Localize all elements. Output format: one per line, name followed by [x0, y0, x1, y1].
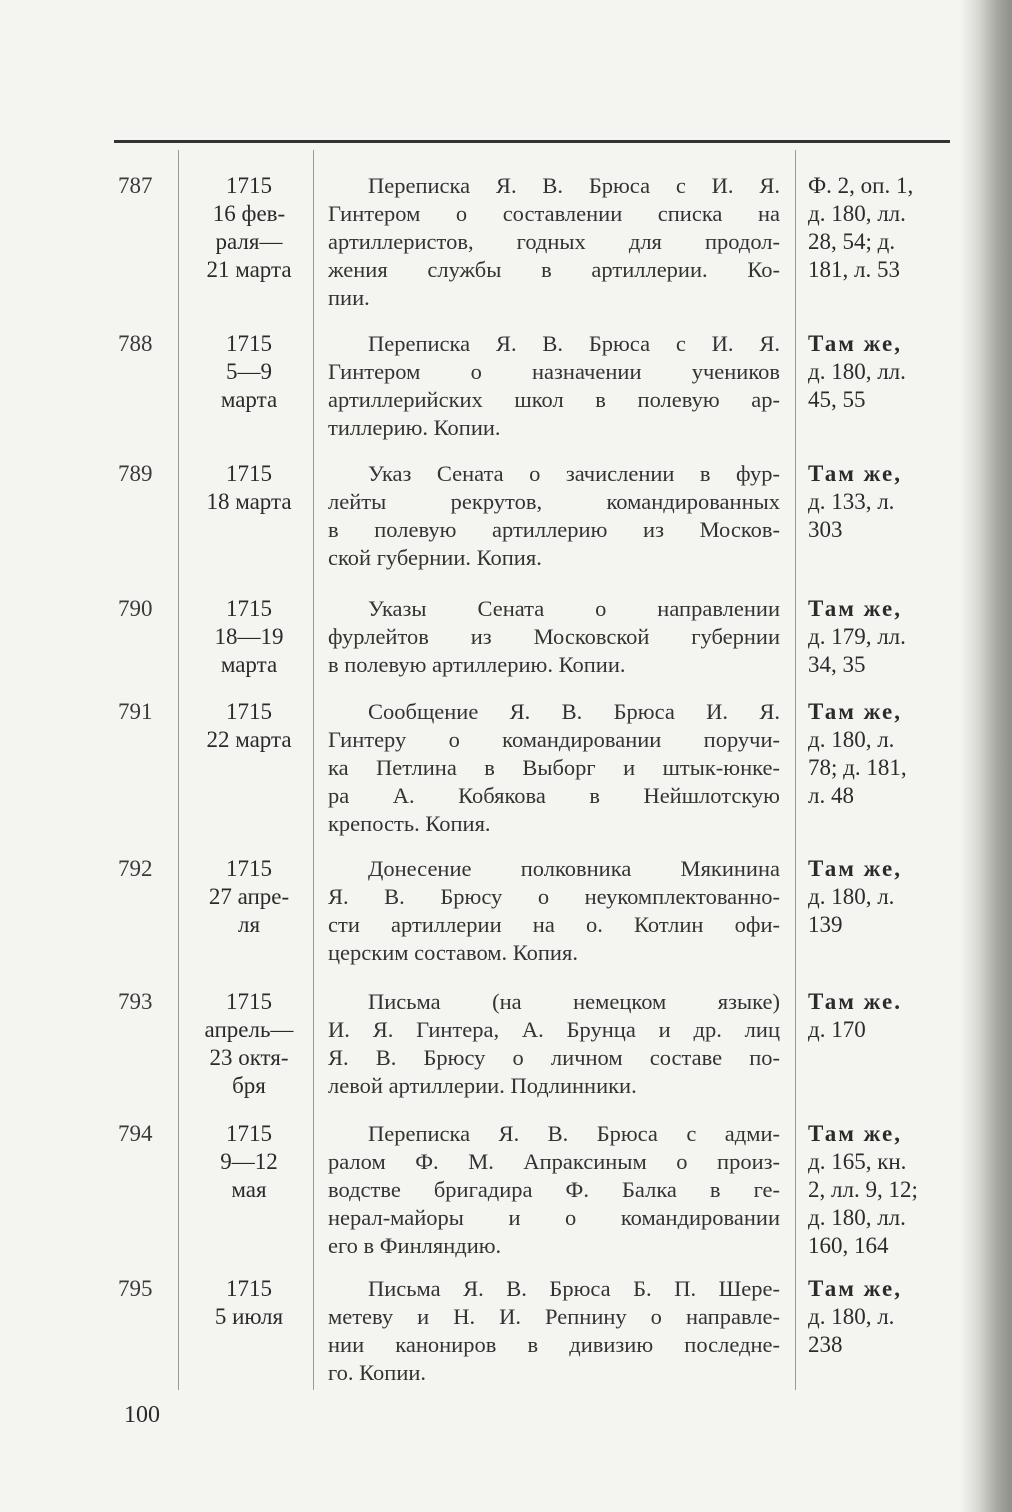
entry-archive-reference-line: 181, л. 53 — [808, 257, 900, 282]
entry-description-line: в полевую артиллерию. Копии. — [328, 652, 626, 677]
entry-date-line: 9—12 — [220, 1149, 278, 1174]
entry-archive-reference-line: 28, 54; д. — [808, 229, 896, 254]
column-divider-3 — [795, 150, 796, 1390]
entry-date-line: 1715 — [226, 461, 272, 486]
entry-date-line: 16 фев- — [212, 201, 286, 226]
entry-archive-reference-line: л. 48 — [808, 783, 854, 808]
entry-archive-reference-line: д. 133, л. — [808, 489, 895, 514]
entry-description-line: крепость. Копия. — [328, 811, 491, 836]
entry-archive-reference-line: Ф. 2, оп. 1, — [808, 173, 914, 198]
entry-number: 790 — [118, 596, 153, 621]
entry-description-line: ралом Ф. М. Апраксиным о произ- — [328, 1149, 780, 1174]
entry-date — [190, 698, 308, 754]
entry-number: 788 — [118, 331, 153, 356]
entry-description-line: нерал-майоры и о командировании — [328, 1205, 780, 1230]
entry-archive-reference-line: Там же, — [808, 856, 903, 881]
entry-description-line: Гинтеру о командировании поручи- — [328, 727, 780, 752]
entry-description-line: артиллерийских школ в полевую ар- — [328, 387, 780, 412]
entry-archive-reference-line: 303 — [808, 517, 843, 542]
entry-description-line: его в Финляндию. — [328, 1233, 502, 1258]
entry-description-line: Переписка Я. В. Брюса с И. Я. — [368, 331, 780, 356]
entry-description-line: го. Копии. — [328, 1360, 427, 1385]
entry-number: 791 — [118, 699, 153, 724]
entry-number: 787 — [118, 173, 153, 198]
entry-archive-reference-line: д. 180, л. — [808, 884, 895, 909]
entry-archive-reference — [808, 172, 958, 284]
entry-date-line: 18—19 — [214, 624, 284, 649]
entry-description-line: лейты рекрутов, командированных — [328, 489, 780, 514]
entry-date-line: марта — [220, 652, 278, 677]
header-rule — [114, 140, 950, 143]
entry-archive-reference — [808, 460, 958, 544]
entry-archive-reference-line: 2, лл. 9, 12; — [808, 1177, 918, 1202]
entry-date-line: 5 июля — [214, 1304, 284, 1329]
entry-description — [328, 330, 780, 442]
entry-archive-reference-line: д. 179, лл. — [808, 624, 906, 649]
entry-archive-reference-line: д. 165, кн. — [808, 1149, 907, 1174]
entry-description-line: сти артиллерии на о. Котлин офи- — [328, 912, 780, 937]
entry-number: 789 — [118, 461, 153, 486]
entry-description-line: Переписка Я. В. Брюса с И. Я. — [368, 173, 780, 198]
entry-description-line: церским составом. Копия. — [328, 940, 578, 965]
entry-archive-reference-line: д. 180, лл. — [808, 201, 906, 226]
entry-description-line: Я. В. Брюсу о личном составе по- — [328, 1045, 780, 1070]
entry-archive-reference-line: д. 180, л. — [808, 1304, 895, 1329]
entry-description-line: ра А. Кобякова в Нейшлотскую — [328, 783, 780, 808]
entry-archive-reference-line: Там же, — [808, 461, 903, 486]
entry-date-line: 5—9 — [226, 359, 272, 384]
entry-description-line: ской губернии. Копия. — [328, 545, 542, 570]
entry-date-line: 1715 — [226, 989, 272, 1014]
entry-description-line: жения службы в артиллерии. Ко- — [328, 257, 780, 282]
entry-description-line: Указы Сената о направлении — [368, 596, 780, 621]
entry-date-line: марта — [220, 387, 278, 412]
entry-archive-reference-line: д. 180, л. — [808, 727, 895, 752]
entry-description — [328, 172, 780, 312]
entry-date — [190, 988, 308, 1100]
page-edge-shadow — [960, 0, 1012, 1512]
column-divider-2 — [313, 150, 314, 1390]
entry-archive-reference — [808, 855, 958, 939]
entry-description-line: Гинтером о назначении учеников — [328, 359, 780, 384]
entry-description — [328, 1120, 780, 1260]
entry-archive-reference — [808, 1120, 958, 1260]
entry-archive-reference — [808, 595, 958, 679]
entry-archive-reference-line: Там же, — [808, 699, 903, 724]
entry-archive-reference-line: д. 180, лл. — [808, 359, 906, 384]
entry-description — [328, 1275, 780, 1387]
entry-archive-reference-line: 45, 55 — [808, 387, 866, 412]
entry-date-line: 1715 — [226, 699, 272, 724]
entry-description-line: водстве бригадира Ф. Балка в ге- — [328, 1177, 780, 1202]
entry-date-line: мая — [231, 1177, 267, 1202]
entry-description — [328, 595, 780, 679]
entry-description-line: фурлейтов из Московской губернии — [328, 624, 780, 649]
entry-archive-reference-line: Там же, — [808, 1121, 903, 1146]
entry-description — [328, 988, 780, 1100]
entry-description-line: левой артиллерии. Подлинники. — [328, 1073, 637, 1098]
entry-description-line: И. Я. Гинтера, А. Брунца и др. лиц — [328, 1017, 780, 1042]
entry-archive-reference — [808, 330, 958, 414]
entry-date — [190, 460, 308, 516]
column-divider-1 — [178, 150, 179, 1390]
entry-description-line: Указ Сената о зачислении в фур- — [368, 461, 780, 486]
entry-archive-reference-line: д. 170 — [808, 1017, 866, 1042]
entry-description-line: Я. В. Брюсу о неукомплектованно- — [328, 884, 780, 909]
entry-description-line: тиллерию. Копии. — [328, 415, 501, 440]
entry-number: 794 — [118, 1121, 153, 1146]
entry-date-line: 1715 — [226, 1276, 272, 1301]
entry-date — [190, 595, 308, 679]
entry-description-line: ка Петлина в Выборг и штык-юнке- — [328, 755, 780, 780]
entry-description — [328, 698, 780, 838]
entry-description-line: Письма Я. В. Брюса Б. П. Шере- — [368, 1276, 780, 1301]
entry-date — [190, 855, 308, 939]
entry-date — [190, 172, 308, 284]
entry-date-line: апрель— — [204, 1017, 294, 1042]
entry-description-line: Донесение полковника Мякинина — [368, 856, 780, 881]
entry-date — [190, 1275, 308, 1331]
entry-date-line: 23 октя- — [209, 1045, 289, 1070]
entry-date-line: 22 марта — [206, 727, 292, 752]
entry-description-line: Гинтером о составлении списка на — [328, 201, 780, 226]
entry-date — [190, 330, 308, 414]
entry-description-line: в полевую артиллерию из Москов- — [328, 517, 780, 542]
entry-archive-reference-line: 78; д. 181, — [808, 755, 907, 780]
entry-archive-reference-line: Там же, — [808, 1276, 903, 1301]
entry-archive-reference-line: 139 — [808, 912, 843, 937]
entry-date-line: раля— — [215, 229, 283, 254]
entry-date — [190, 1120, 308, 1204]
entry-archive-reference-line: д. 180, лл. — [808, 1205, 906, 1230]
entry-archive-reference-line: Там же. — [808, 989, 903, 1014]
entry-description-line: нии канониров в дивизию последне- — [328, 1332, 780, 1357]
entry-archive-reference — [808, 1275, 958, 1359]
entry-number: 792 — [118, 856, 153, 881]
entry-date-line: 27 апре- — [208, 884, 290, 909]
entry-archive-reference-line: Там же, — [808, 596, 903, 621]
entry-description-line: Сообщение Я. В. Брюса И. Я. — [368, 699, 780, 724]
entry-date-line: 1715 — [226, 331, 272, 356]
entry-archive-reference — [808, 988, 958, 1044]
entry-number: 795 — [118, 1276, 153, 1301]
page-number: 100 — [124, 1402, 160, 1428]
entry-description-line: метеву и Н. И. Репнину о направле- — [328, 1304, 780, 1329]
entry-date-line: 1715 — [226, 173, 272, 198]
entry-number: 793 — [118, 989, 153, 1014]
entry-date-line: 1715 — [226, 596, 272, 621]
entry-date-line: 21 марта — [206, 257, 292, 282]
entry-description-line: артиллеристов, годных для продол- — [328, 229, 780, 254]
entry-date-line: 1715 — [226, 856, 272, 881]
entry-archive-reference-line: 34, 35 — [808, 652, 866, 677]
entry-description — [328, 855, 780, 967]
entry-description — [328, 460, 780, 572]
entry-date-line: 1715 — [226, 1121, 272, 1146]
entry-archive-reference-line: 160, 164 — [808, 1233, 889, 1258]
entry-description-line: Письма (на немецком языке) — [368, 989, 780, 1014]
entry-archive-reference-line: Там же, — [808, 331, 903, 356]
entry-archive-reference-line: 238 — [808, 1332, 843, 1357]
entry-archive-reference — [808, 698, 958, 810]
entry-date-line: ля — [237, 912, 261, 937]
entry-description-line: Переписка Я. В. Брюса с адми- — [368, 1121, 780, 1146]
entry-date-line: 18 марта — [206, 489, 292, 514]
entry-date-line: бря — [232, 1073, 266, 1098]
entry-description-line: пии. — [328, 285, 370, 310]
